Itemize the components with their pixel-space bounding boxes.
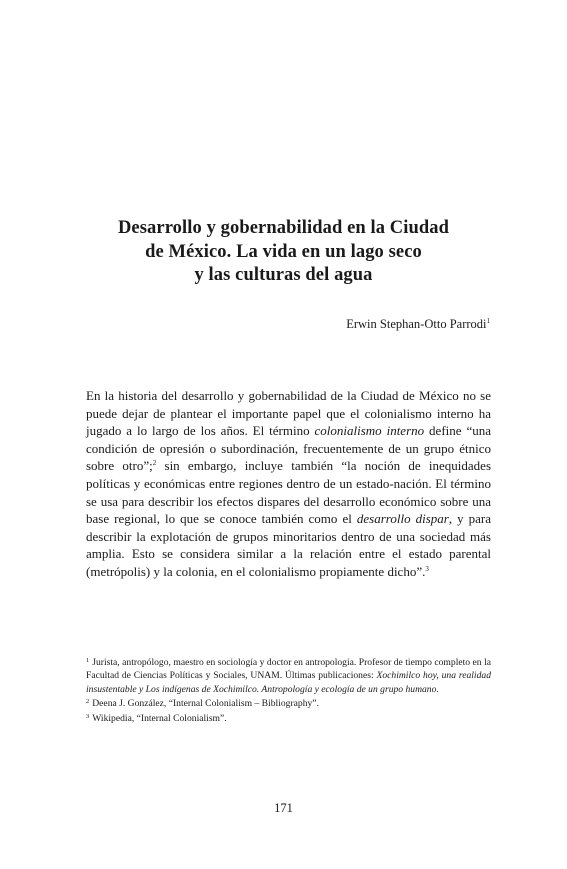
title-line-2: de México. La vida en un lago seco (145, 241, 422, 262)
body-text-4: , y para describir la explotación de grupos minoritarios dentro de una sociedad más amplia. Esto se considera similar a la relación entre el estado parental (metrópolis) y la colonia, en el colonialismo propiamente dicho”. (86, 511, 492, 579)
footnote-ref-3[interactable]: 3 (425, 564, 429, 573)
footnote-1-number: 1 (86, 657, 90, 664)
footnote-3-text: Wikipedia, “Internal Colonialism”. (92, 712, 227, 724)
body-text-2: define “una condición de opresión o subordinación, frecuentemente de un grupo étnico sobre otro”; (86, 423, 491, 474)
author-line (346, 317, 490, 332)
page-number: 171 (274, 801, 293, 815)
body-text-1: En la historia del desarrollo y gobernabilidad de la Ciudad de México no se puede dejar de plantear el importante papel que el colonialismo interno ha jugado a lo largo de los años. El término (86, 388, 491, 439)
body-paragraph (86, 387, 491, 581)
title-line-1: Desarrollo y gobernabilidad en la Ciudad (117, 218, 450, 239)
footnote-3 (86, 712, 491, 725)
footnote-1-italic: Xochimilco hoy, una realidad insustentable y Los indígenas de Xochimilco. Antropología y ecología de un grupo humano (86, 670, 491, 695)
author-name: Erwin Stephan-Otto Parrodi (346, 317, 487, 331)
footnote-ref-1[interactable]: 1 (486, 317, 490, 325)
footnote-2-text: Deena J. González, “Internal Colonialism – Bibliography”. (92, 698, 319, 710)
footnote-1-end: . (436, 683, 439, 695)
body-text-3: sin embargo, incluye también “la noción de inequidades políticas y económicas entre regiones dentro de un estado-nación. El término se usa para describir los efectos dispares del desarrollo económico sobre una base regional, lo que se conoce también como el (86, 458, 492, 527)
title-line-3: y las culturas del agua (194, 265, 373, 286)
chapter-title (0, 217, 567, 288)
footnote-3-number: 3 (86, 712, 90, 720)
body-italic-term-1: colonialismo interno (314, 423, 425, 439)
footnotes (86, 656, 491, 726)
footnote-1 (86, 656, 491, 696)
footnote-1-text: Jurista, antropólogo, maestro en sociología y doctor en antropología. Profesor de tiempo completo en la Facultad de Ciencias Políticas y Sociales, UNAM. Últimas publicaciones: (86, 657, 491, 682)
footnote-2 (86, 697, 491, 710)
footnote-ref-2[interactable]: 2 (152, 459, 157, 468)
body-italic-term-2: desarrollo dispar (356, 511, 449, 527)
footnote-2-number: 2 (86, 698, 90, 706)
